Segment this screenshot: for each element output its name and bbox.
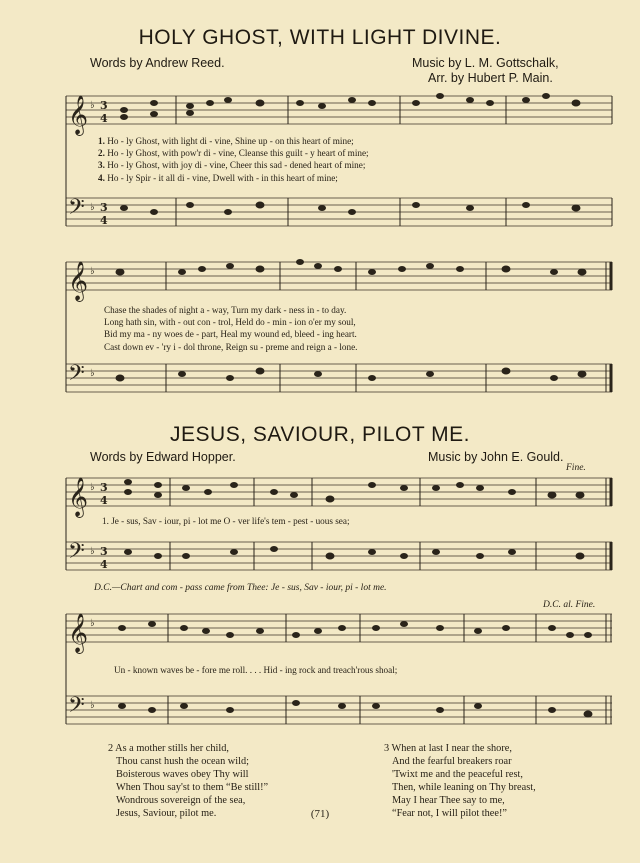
treble-clef-icon: 𝄞 bbox=[68, 613, 89, 653]
svg-text:♭: ♭ bbox=[90, 266, 95, 277]
svg-text:♭: ♭ bbox=[90, 482, 95, 493]
svg-text:3: 3 bbox=[100, 99, 108, 112]
bass-clef-icon: 𝄢 bbox=[68, 361, 85, 391]
svg-text:♭: ♭ bbox=[90, 100, 95, 111]
bass-staff bbox=[66, 198, 612, 226]
hymn1-arranger-credit: Arr. by Hubert P. Main. bbox=[428, 71, 553, 85]
svg-text:3: 3 bbox=[100, 201, 108, 214]
treble-staff bbox=[66, 96, 612, 124]
hymn2-lyric-line-2: Un - known waves be - fore me roll. . . . Hid - ing rock and treach'rous shoal; bbox=[114, 665, 398, 675]
svg-text:3: 3 bbox=[100, 545, 108, 558]
hymn2-words-credit: Words by Edward Hopper. bbox=[90, 450, 236, 464]
treble-clef-icon: 𝄞 bbox=[68, 95, 89, 135]
svg-text:♭: ♭ bbox=[90, 700, 95, 711]
svg-text:♭: ♭ bbox=[90, 368, 95, 379]
treble-clef-icon: 𝄞 bbox=[68, 261, 89, 301]
hymn2-title: JESUS, SAVIOUR, PILOT ME. bbox=[170, 423, 470, 446]
svg-text:4: 4 bbox=[100, 558, 108, 571]
svg-text:4: 4 bbox=[100, 112, 108, 125]
svg-text:4: 4 bbox=[100, 214, 108, 227]
bass-clef-icon: 𝄢 bbox=[68, 195, 85, 225]
hymn2-lyric-line-1: 1. Je - sus, Sav - iour, pi - lot me O - ver life's tem - pest - uous sea; bbox=[102, 516, 350, 526]
bass-clef-icon: 𝄢 bbox=[68, 693, 85, 723]
svg-text:♭: ♭ bbox=[90, 202, 95, 213]
page-number: (71) bbox=[310, 808, 330, 820]
hymn2-music-credit: Music by John E. Gould. bbox=[428, 450, 564, 464]
dc-al-fine-marking: D.C. al. Fine. bbox=[543, 600, 596, 610]
dc-lyric-line: D.C.—Chart and com - pass came from Thee: Je - sus, Sav - iour, pi - lot me. bbox=[94, 583, 387, 593]
svg-text:3: 3 bbox=[100, 481, 108, 494]
fine-marking: Fine. bbox=[566, 463, 586, 473]
hymn1-title: HOLY GHOST, WITH LIGHT DIVINE. bbox=[138, 26, 502, 49]
svg-text:4: 4 bbox=[100, 494, 108, 507]
bass-clef-icon: 𝄢 bbox=[68, 539, 85, 569]
treble-clef-icon: 𝄞 bbox=[68, 477, 89, 517]
hymn2-verse-3: 3 When at last I near the shore, And the fearful breakers roar 'Twixt me and the peaceful rest, Then, while leaning on Thy breast, May I hear Thee say to me, “Fear not, I will pilot thee!” bbox=[384, 743, 536, 819]
hymn2-verse-2: 2 As a mother stills her child, Thou canst hush the ocean wild; Boisterous waves obey Thy will When Thou say'st to them “Be still!” Wondrous sovereign of the sea, Jesus, Saviour, pilot me. bbox=[108, 743, 269, 819]
hymn1-words-credit: Words by Andrew Reed. bbox=[90, 56, 225, 70]
hymn1-music-credit: Music by L. M. Gottschalk, bbox=[412, 56, 559, 70]
hymn1-verse-block-1: 1. Ho - ly Ghost, with light di - vine, Shine up - on this heart of mine; 2. Ho - ly Ghost, with pow'r di - vine, Cleanse this guilt - y heart of mine; 3. Ho - ly Ghost, with joy di - vine, Cheer this sad - dened heart of mine; 4. Ho - ly Spir - it all di - vine, Dwell with - in this heart of mine; bbox=[98, 136, 369, 183]
svg-text:♭: ♭ bbox=[90, 618, 95, 629]
svg-text:♭: ♭ bbox=[90, 546, 95, 557]
hymn1-verse-block-2: Chase the shades of night a - way, Turn my dark - ness in - to day. Long hath sin, with - out con - trol, Held do - min - ion o'er my soul, Bid my ma - ny woes de - part, Heal my wound ed, bleed - ing heart. Cast down ev - 'ry i - dol throne, Reign su - preme and reign a - lone. bbox=[104, 305, 358, 352]
